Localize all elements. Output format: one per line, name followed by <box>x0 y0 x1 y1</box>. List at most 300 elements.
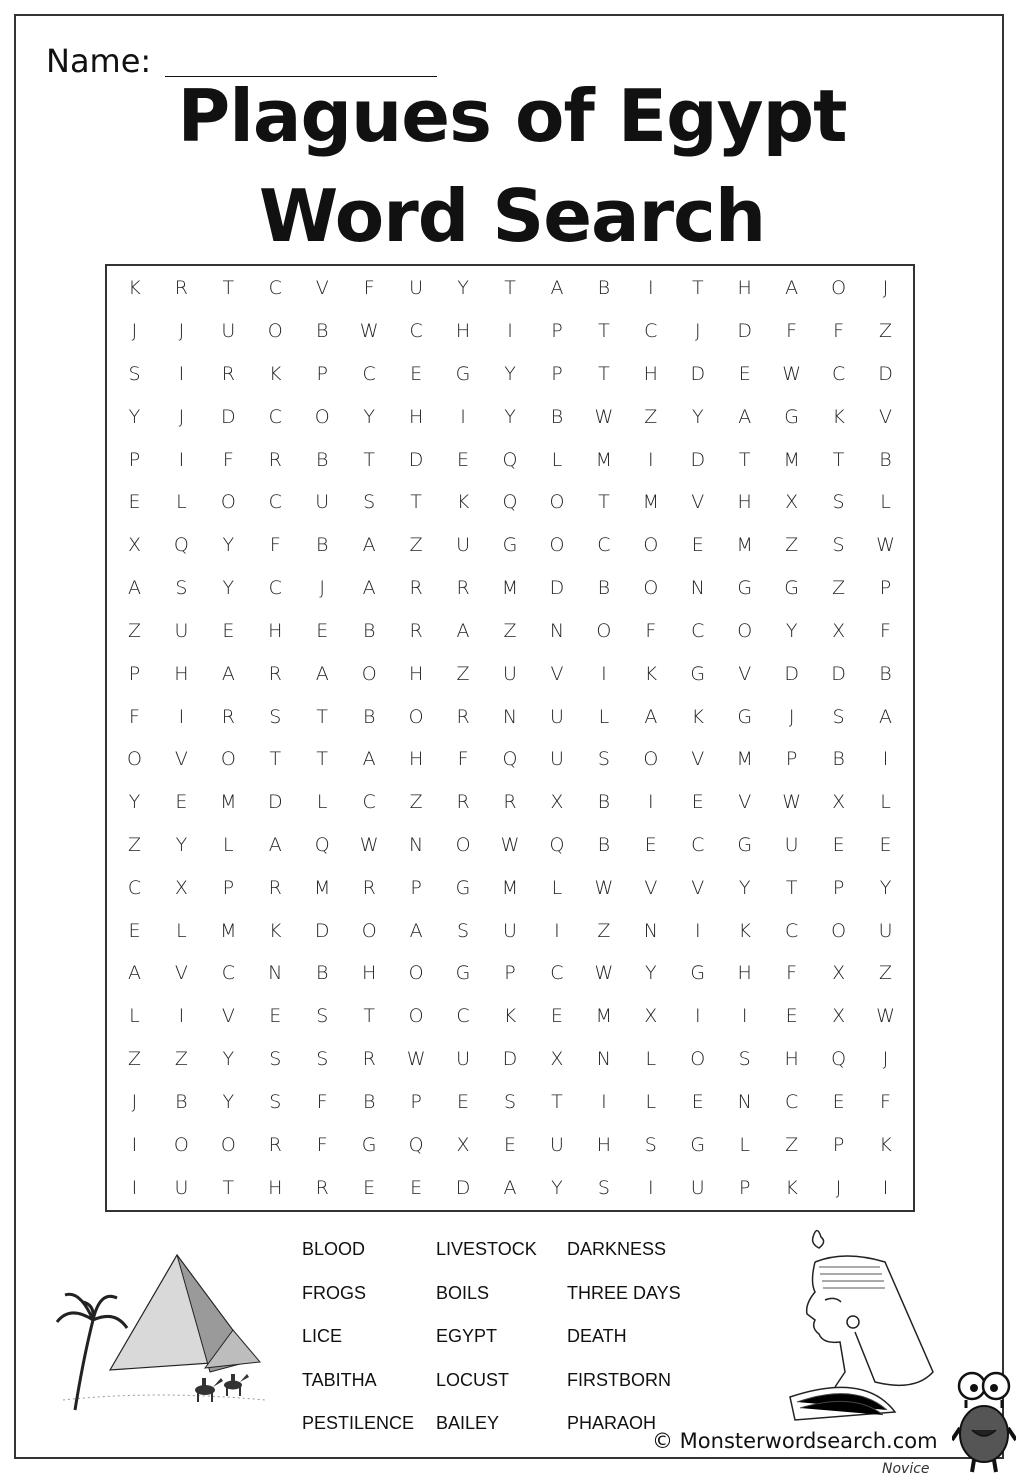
grid-letter[interactable]: P <box>410 1090 422 1113</box>
grid-letter[interactable]: T <box>410 491 422 514</box>
grid-letter[interactable]: W <box>594 876 614 899</box>
grid-letter[interactable]: T <box>832 448 845 471</box>
grid-letter[interactable]: D <box>737 320 753 343</box>
grid-letter[interactable]: B <box>362 619 376 642</box>
grid-letter[interactable]: A <box>550 277 564 300</box>
grid-letter[interactable]: O <box>643 748 659 771</box>
grid-letter[interactable]: X <box>644 1005 658 1028</box>
grid-letter[interactable]: E <box>128 919 141 942</box>
grid-letter[interactable]: V <box>738 791 752 814</box>
grid-letter[interactable]: F <box>880 619 891 642</box>
grid-letter[interactable]: U <box>221 320 236 343</box>
grid-letter[interactable]: L <box>598 705 610 728</box>
grid-letter[interactable]: D <box>455 1176 471 1199</box>
grid-letter[interactable]: D <box>878 363 893 386</box>
grid-letter[interactable]: I <box>741 1005 748 1028</box>
grid-letter[interactable]: S <box>644 1133 657 1156</box>
grid-letter[interactable]: O <box>408 1005 424 1028</box>
grid-letter[interactable]: S <box>597 1176 610 1199</box>
grid-letter[interactable]: E <box>363 1176 376 1199</box>
grid-letter[interactable]: I <box>648 791 654 814</box>
grid-letter[interactable]: M <box>314 876 331 899</box>
grid-letter[interactable]: A <box>738 405 752 428</box>
grid-letter[interactable]: Q <box>549 834 565 857</box>
grid-letter[interactable]: I <box>601 662 607 685</box>
grid-letter[interactable]: R <box>268 448 282 471</box>
grid-letter[interactable]: I <box>648 448 654 471</box>
grid-letter[interactable]: A <box>221 662 235 685</box>
grid-letter[interactable]: P <box>410 876 422 899</box>
grid-letter[interactable]: C <box>597 534 611 557</box>
grid-letter[interactable]: W <box>406 1048 426 1071</box>
grid-letter[interactable]: F <box>786 320 798 343</box>
grid-letter[interactable]: N <box>596 1048 611 1071</box>
grid-letter[interactable]: F <box>645 619 657 642</box>
grid-letter[interactable]: F <box>269 534 281 557</box>
grid-letter[interactable]: T <box>316 748 329 771</box>
grid-letter[interactable]: I <box>178 1005 185 1028</box>
grid-letter[interactable]: I <box>648 277 654 300</box>
grid-letter[interactable]: K <box>128 277 141 300</box>
grid-letter[interactable]: L <box>739 1133 750 1156</box>
grid-letter[interactable]: R <box>409 619 423 642</box>
grid-letter[interactable]: Z <box>174 1048 188 1071</box>
grid-letter[interactable]: K <box>269 363 282 386</box>
grid-letter[interactable]: Z <box>832 577 846 600</box>
grid-letter[interactable]: Y <box>128 791 141 814</box>
grid-letter[interactable]: B <box>597 577 611 600</box>
grid-letter[interactable]: B <box>832 748 845 771</box>
grid-letter[interactable]: U <box>174 1176 189 1199</box>
grid-letter[interactable]: B <box>362 1090 376 1113</box>
grid-letter[interactable]: W <box>359 320 379 343</box>
grid-letter[interactable]: Y <box>504 363 516 386</box>
grid-letter[interactable]: W <box>876 534 895 557</box>
grid-letter[interactable]: C <box>785 919 799 942</box>
grid-letter[interactable]: M <box>736 534 753 557</box>
grid-letter[interactable]: E <box>410 363 423 386</box>
grid-letter[interactable]: Y <box>785 619 798 642</box>
grid-letter[interactable]: M <box>642 491 660 514</box>
grid-letter[interactable]: F <box>316 1090 328 1113</box>
grid-letter[interactable]: O <box>549 534 565 557</box>
grid-letter[interactable]: I <box>648 1176 654 1199</box>
grid-letter[interactable]: W <box>594 962 614 985</box>
grid-letter[interactable]: S <box>597 748 610 771</box>
grid-letter[interactable]: S <box>269 705 282 728</box>
grid-letter[interactable]: H <box>643 363 658 386</box>
grid-letter[interactable]: Y <box>551 1176 563 1199</box>
grid-letter[interactable]: V <box>738 662 752 685</box>
grid-letter[interactable]: U <box>784 834 799 857</box>
grid-letter[interactable]: L <box>645 1090 657 1113</box>
grid-letter[interactable]: O <box>643 577 659 600</box>
grid-letter[interactable]: M <box>783 448 800 471</box>
grid-letter[interactable]: I <box>554 919 560 942</box>
grid-letter[interactable]: S <box>832 534 845 557</box>
grid-letter[interactable]: S <box>832 705 845 728</box>
grid-letter[interactable]: V <box>315 277 329 300</box>
grid-letter[interactable]: E <box>644 834 657 857</box>
grid-letter[interactable]: S <box>503 1090 517 1113</box>
grid-letter[interactable]: O <box>408 705 424 728</box>
grid-letter[interactable]: B <box>316 320 329 343</box>
grid-letter[interactable]: H <box>268 1176 283 1199</box>
grid-letter[interactable]: H <box>408 748 424 771</box>
grid-letter[interactable]: C <box>268 577 282 600</box>
grid-letter[interactable]: L <box>551 876 563 899</box>
grid-letter[interactable]: T <box>363 448 375 471</box>
grid-letter[interactable]: L <box>316 791 328 814</box>
grid-letter[interactable]: K <box>785 1176 798 1199</box>
grid-letter[interactable]: T <box>504 277 516 300</box>
grid-letter[interactable]: F <box>363 277 375 300</box>
grid-letter[interactable]: Y <box>738 876 751 899</box>
grid-letter[interactable]: U <box>456 534 470 557</box>
grid-letter[interactable]: W <box>782 363 802 386</box>
grid-letter[interactable]: R <box>221 363 235 386</box>
grid-letter[interactable]: J <box>882 277 889 300</box>
grid-letter[interactable]: D <box>690 363 706 386</box>
grid-letter[interactable]: E <box>832 1090 845 1113</box>
grid-letter[interactable]: C <box>691 619 705 642</box>
grid-letter[interactable]: E <box>503 1133 516 1156</box>
grid-letter[interactable]: E <box>457 1090 470 1113</box>
grid-letter[interactable]: I <box>178 705 185 728</box>
grid-letter[interactable]: T <box>598 320 610 343</box>
grid-letter[interactable]: C <box>409 320 423 343</box>
grid-letter[interactable]: P <box>785 748 798 771</box>
grid-letter[interactable]: O <box>596 619 612 642</box>
grid-letter[interactable]: F <box>222 448 234 471</box>
grid-letter[interactable]: N <box>737 1090 752 1113</box>
grid-letter[interactable]: E <box>128 491 141 514</box>
grid-letter[interactable]: P <box>551 320 563 343</box>
grid-letter[interactable]: F <box>880 1090 891 1113</box>
grid-letter[interactable]: E <box>832 834 845 857</box>
grid-letter[interactable]: I <box>882 748 889 771</box>
grid-letter[interactable]: B <box>597 834 611 857</box>
grid-letter[interactable]: H <box>455 320 471 343</box>
grid-letter[interactable]: H <box>362 962 377 985</box>
grid-letter[interactable]: R <box>362 876 376 899</box>
grid-letter[interactable]: K <box>644 662 658 685</box>
grid-letter[interactable]: G <box>455 962 471 985</box>
grid-letter[interactable]: J <box>131 1090 138 1113</box>
grid-letter[interactable]: U <box>878 919 893 942</box>
grid-letter[interactable]: M <box>595 448 613 471</box>
grid-letter[interactable]: I <box>507 320 513 343</box>
grid-letter[interactable]: T <box>738 448 751 471</box>
grid-letter[interactable]: I <box>694 919 701 942</box>
grid-letter[interactable]: D <box>267 791 283 814</box>
grid-letter[interactable]: W <box>782 791 802 814</box>
grid-letter[interactable]: S <box>363 491 376 514</box>
grid-letter[interactable]: S <box>457 919 470 942</box>
grid-letter[interactable]: Q <box>831 1048 847 1071</box>
grid-letter[interactable]: B <box>316 534 329 557</box>
grid-letter[interactable]: P <box>128 662 141 685</box>
grid-letter[interactable]: Z <box>503 619 517 642</box>
grid-letter[interactable]: K <box>832 405 845 428</box>
grid-letter[interactable]: A <box>785 277 799 300</box>
grid-letter[interactable]: T <box>316 705 329 728</box>
grid-letter[interactable]: V <box>221 1005 235 1028</box>
grid-letter[interactable]: A <box>362 577 376 600</box>
grid-letter[interactable]: Z <box>644 405 658 428</box>
grid-letter[interactable]: M <box>220 919 237 942</box>
grid-letter[interactable]: M <box>501 577 519 600</box>
grid-letter[interactable]: G <box>502 534 518 557</box>
grid-letter[interactable]: O <box>831 277 847 300</box>
grid-letter[interactable]: M <box>501 876 519 899</box>
grid-letter[interactable]: R <box>315 1176 329 1199</box>
grid-letter[interactable]: R <box>268 876 282 899</box>
grid-letter[interactable]: Q <box>502 448 518 471</box>
grid-letter[interactable]: W <box>500 834 520 857</box>
grid-letter[interactable]: Y <box>222 1090 235 1113</box>
grid-letter[interactable]: D <box>831 662 846 685</box>
grid-letter[interactable]: E <box>316 619 329 642</box>
grid-letter[interactable]: Y <box>363 405 375 428</box>
grid-letter[interactable]: T <box>222 1176 235 1199</box>
grid-letter[interactable]: Z <box>409 791 423 814</box>
grid-letter[interactable]: R <box>221 705 235 728</box>
grid-letter[interactable]: P <box>128 448 141 471</box>
grid-letter[interactable]: C <box>362 363 376 386</box>
grid-letter[interactable]: K <box>879 1133 892 1156</box>
grid-letter[interactable]: H <box>408 405 424 428</box>
grid-letter[interactable]: Y <box>222 1048 235 1071</box>
grid-letter[interactable]: X <box>832 791 846 814</box>
grid-letter[interactable]: L <box>223 834 234 857</box>
grid-letter[interactable]: Z <box>127 834 141 857</box>
grid-letter[interactable]: B <box>316 962 329 985</box>
grid-letter[interactable]: U <box>409 277 424 300</box>
grid-letter[interactable]: S <box>128 363 141 386</box>
grid-letter[interactable]: X <box>127 534 141 557</box>
grid-letter[interactable]: T <box>269 748 282 771</box>
grid-letter[interactable]: Y <box>128 405 141 428</box>
grid-letter[interactable]: X <box>832 962 846 985</box>
grid-letter[interactable]: H <box>408 662 424 685</box>
grid-letter[interactable]: V <box>644 876 658 899</box>
grid-letter[interactable]: D <box>408 448 424 471</box>
grid-letter[interactable]: W <box>594 405 614 428</box>
grid-letter[interactable]: P <box>316 363 328 386</box>
grid-letter[interactable]: T <box>551 1090 563 1113</box>
grid-letter[interactable]: R <box>409 577 423 600</box>
grid-letter[interactable]: H <box>737 491 752 514</box>
grid-letter[interactable]: A <box>362 748 376 771</box>
grid-letter[interactable]: J <box>882 1048 889 1071</box>
grid-letter[interactable]: C <box>550 962 564 985</box>
grid-letter[interactable]: J <box>319 577 326 600</box>
grid-letter[interactable]: D <box>502 1048 518 1071</box>
grid-letter[interactable]: A <box>879 705 893 728</box>
grid-letter[interactable]: U <box>503 662 517 685</box>
grid-letter[interactable]: P <box>832 1133 845 1156</box>
grid-letter[interactable]: Y <box>175 834 188 857</box>
grid-letter[interactable]: G <box>784 405 799 428</box>
grid-letter[interactable]: E <box>175 791 188 814</box>
grid-letter[interactable]: I <box>131 1176 138 1199</box>
grid-letter[interactable]: V <box>691 491 705 514</box>
grid-letter[interactable]: T <box>691 277 704 300</box>
grid-letter[interactable]: G <box>690 1133 706 1156</box>
grid-letter[interactable]: O <box>220 1133 236 1156</box>
grid-letter[interactable]: C <box>691 834 705 857</box>
letter-grid[interactable] <box>105 264 915 1212</box>
grid-letter[interactable]: E <box>691 534 704 557</box>
grid-letter[interactable]: Z <box>597 919 611 942</box>
grid-letter[interactable]: X <box>832 619 846 642</box>
grid-letter[interactable]: Y <box>222 577 235 600</box>
grid-letter[interactable]: O <box>267 320 283 343</box>
grid-letter[interactable]: W <box>876 1005 895 1028</box>
grid-letter[interactable]: O <box>126 748 142 771</box>
grid-letter[interactable]: P <box>551 363 563 386</box>
grid-letter[interactable]: D <box>549 577 565 600</box>
grid-letter[interactable]: K <box>738 919 751 942</box>
grid-letter[interactable]: Z <box>456 662 470 685</box>
grid-letter[interactable]: G <box>455 363 471 386</box>
grid-letter[interactable]: O <box>220 491 236 514</box>
grid-letter[interactable]: E <box>691 1090 704 1113</box>
grid-letter[interactable]: X <box>832 1005 846 1028</box>
grid-letter[interactable]: L <box>880 491 891 514</box>
grid-letter[interactable]: Y <box>645 962 657 985</box>
grid-letter[interactable]: F <box>316 1133 328 1156</box>
grid-letter[interactable]: R <box>174 277 188 300</box>
grid-letter[interactable]: G <box>737 577 753 600</box>
grid-letter[interactable]: G <box>361 1133 377 1156</box>
grid-letter[interactable]: O <box>220 748 236 771</box>
grid-letter[interactable]: I <box>694 1005 701 1028</box>
grid-letter[interactable]: F <box>129 705 140 728</box>
grid-letter[interactable]: R <box>362 1048 376 1071</box>
grid-letter[interactable]: Y <box>457 277 469 300</box>
grid-letter[interactable]: B <box>597 791 611 814</box>
grid-letter[interactable]: O <box>314 405 330 428</box>
grid-letter[interactable]: J <box>788 705 795 728</box>
grid-letter[interactable]: C <box>268 491 282 514</box>
grid-letter[interactable]: C <box>831 363 846 386</box>
grid-letter[interactable]: X <box>785 491 799 514</box>
grid-letter[interactable]: E <box>457 448 470 471</box>
grid-letter[interactable]: Q <box>173 534 189 557</box>
grid-letter[interactable]: O <box>361 919 377 942</box>
grid-letter[interactable]: B <box>175 1090 188 1113</box>
grid-letter[interactable]: E <box>738 363 751 386</box>
grid-letter[interactable]: E <box>269 1005 282 1028</box>
grid-letter[interactable]: Z <box>879 320 893 343</box>
grid-letter[interactable]: C <box>785 1090 799 1113</box>
grid-letter[interactable]: I <box>131 1133 138 1156</box>
grid-letter[interactable]: B <box>316 448 329 471</box>
grid-letter[interactable]: B <box>597 277 611 300</box>
grid-letter[interactable]: X <box>456 1133 470 1156</box>
grid-letter[interactable]: O <box>737 619 753 642</box>
grid-letter[interactable]: O <box>831 919 847 942</box>
grid-letter[interactable]: F <box>833 320 845 343</box>
grid-letter[interactable]: U <box>315 491 330 514</box>
grid-letter[interactable]: O <box>361 662 377 685</box>
grid-letter[interactable]: Q <box>502 491 518 514</box>
grid-letter[interactable]: P <box>504 962 516 985</box>
grid-letter[interactable]: Z <box>127 619 141 642</box>
grid-letter[interactable]: E <box>785 1005 798 1028</box>
grid-letter[interactable]: Z <box>409 534 423 557</box>
grid-letter[interactable]: P <box>222 876 235 899</box>
grid-letter[interactable]: A <box>503 1176 517 1199</box>
grid-letter[interactable]: C <box>221 962 235 985</box>
grid-letter[interactable]: V <box>174 748 188 771</box>
grid-letter[interactable]: V <box>879 405 893 428</box>
grid-letter[interactable]: S <box>316 1005 329 1028</box>
grid-letter[interactable]: L <box>880 791 891 814</box>
grid-letter[interactable]: L <box>176 919 187 942</box>
grid-letter[interactable]: Z <box>785 534 799 557</box>
grid-letter[interactable]: S <box>316 1048 329 1071</box>
grid-letter[interactable]: N <box>549 619 565 642</box>
grid-letter[interactable]: E <box>410 1176 423 1199</box>
grid-letter[interactable]: L <box>645 1048 657 1071</box>
grid-letter[interactable]: I <box>178 448 185 471</box>
grid-letter[interactable]: G <box>784 577 799 600</box>
grid-letter[interactable]: T <box>598 491 610 514</box>
grid-letter[interactable]: B <box>879 448 892 471</box>
grid-letter[interactable]: Y <box>691 405 704 428</box>
grid-letter[interactable]: O <box>549 491 565 514</box>
grid-letter[interactable]: M <box>736 748 753 771</box>
grid-letter[interactable]: Q <box>502 748 518 771</box>
grid-letter[interactable]: I <box>601 1090 607 1113</box>
grid-letter[interactable]: Y <box>504 405 516 428</box>
grid-letter[interactable]: U <box>456 1048 470 1071</box>
grid-letter[interactable]: F <box>786 962 798 985</box>
grid-letter[interactable]: H <box>174 662 189 685</box>
grid-letter[interactable]: H <box>737 277 752 300</box>
grid-letter[interactable]: A <box>127 577 141 600</box>
grid-letter[interactable]: A <box>127 962 141 985</box>
grid-letter[interactable]: M <box>595 1005 613 1028</box>
grid-letter[interactable]: D <box>690 448 706 471</box>
grid-letter[interactable]: G <box>690 662 706 685</box>
grid-letter[interactable]: A <box>268 834 282 857</box>
grid-letter[interactable]: R <box>456 705 470 728</box>
grid-letter[interactable]: B <box>879 662 892 685</box>
grid-letter[interactable]: R <box>268 662 282 685</box>
grid-letter[interactable]: H <box>784 1048 799 1071</box>
grid-letter[interactable]: C <box>268 405 282 428</box>
grid-letter[interactable]: E <box>222 619 235 642</box>
grid-letter[interactable]: J <box>694 320 701 343</box>
grid-letter[interactable]: U <box>503 919 517 942</box>
grid-letter[interactable]: N <box>502 705 518 728</box>
grid-letter[interactable]: J <box>178 405 185 428</box>
grid-letter[interactable]: I <box>460 405 466 428</box>
grid-letter[interactable]: N <box>643 919 658 942</box>
grid-letter[interactable]: P <box>832 876 845 899</box>
grid-letter[interactable]: O <box>690 1048 706 1071</box>
grid-letter[interactable]: U <box>549 748 564 771</box>
grid-letter[interactable]: B <box>550 405 564 428</box>
grid-letter[interactable]: R <box>456 791 470 814</box>
grid-letter[interactable]: U <box>174 619 189 642</box>
grid-letter[interactable]: K <box>691 705 704 728</box>
grid-letter[interactable]: U <box>549 1133 564 1156</box>
